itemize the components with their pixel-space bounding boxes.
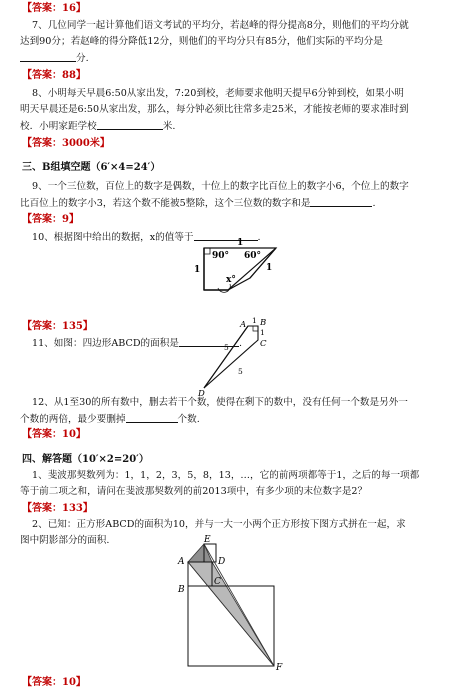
fig10-top-label: 1 bbox=[237, 238, 244, 248]
answer-q9: 【答案：9】 bbox=[22, 214, 79, 225]
q9-line2: 比百位上的数字小3，若这个数不能被5整除，这个三位数的数字和是 . bbox=[20, 198, 376, 209]
q9-line1: 9、一个三位数，百位上的数字是偶数，十位上的数字比百位上的数字小6，个位上的数字 bbox=[32, 181, 409, 192]
fig10-angle-right: 60° bbox=[244, 251, 262, 261]
q10-prompt: 10、根据图中给出的数据，x的值等于 . bbox=[32, 232, 261, 243]
fig11-label-b: B bbox=[260, 318, 267, 328]
answer-q12: 【答案：10】 bbox=[22, 429, 86, 440]
s2-line1: 2、已知：正方形ABCD的面积为10，并与一大一小两个正方形按下图方式拼在一起，求 bbox=[32, 519, 406, 530]
fig11-label-c: C bbox=[260, 339, 267, 349]
answer-s2: 【答案：10】 bbox=[22, 677, 86, 688]
q12-line1: 12、从1至30的所有数中，删去若干个数，使得在剩下的数中，没有任何一个数是另外一 bbox=[32, 397, 408, 408]
fig11-side-cd: 5 bbox=[238, 367, 243, 376]
fig11-side-ab: 1 bbox=[252, 316, 257, 325]
fig2-label-c: C bbox=[214, 577, 221, 587]
q8-line2: 明天早晨还是6:50从家出发，那么，每分钟必须比往常多走25米，才能按老师的要求准时到 bbox=[20, 104, 409, 115]
fig10-right-label: 1 bbox=[266, 263, 273, 273]
q7-answer-blank[interactable] bbox=[20, 51, 76, 62]
q9-answer-blank[interactable] bbox=[310, 196, 372, 207]
q11-figure bbox=[196, 318, 286, 400]
answer-q10: 【答案：135】 bbox=[22, 321, 93, 332]
section-b-heading: 三、B组填空题（6′×4=24′） bbox=[22, 162, 161, 173]
fig10-angle-left: 90° bbox=[212, 251, 230, 261]
q12-line2: 个数的两倍，最少要删掉 个数. bbox=[20, 414, 200, 425]
fig2-label-a: A bbox=[178, 557, 185, 567]
q12-answer-blank[interactable] bbox=[126, 412, 178, 423]
q7-line1: 7、几位同学一起计算他们语文考试的平均分，若赵峰的得分提高8分，则他们的平均分就 bbox=[32, 20, 409, 31]
fig2-label-f: F bbox=[276, 663, 283, 673]
answer-q8: 【答案：3000米】 bbox=[22, 138, 110, 149]
fig11-side-bc: 1 bbox=[260, 328, 265, 337]
q10-figure bbox=[190, 238, 300, 324]
fig10-x-label: x° bbox=[226, 275, 236, 285]
fig2-label-d: D bbox=[218, 557, 226, 567]
q8-line1: 8、小明每天早晨6:50从家出发，7:20到校，老师要求他明天提早6分钟到校，如果小明 bbox=[32, 88, 404, 99]
s1-line1: 1、斐波那契数列为：1，1，2，3，5，8，13，…，它的前两项都等于1，之后的每一项都 bbox=[32, 470, 420, 481]
fig2-label-e: E bbox=[204, 535, 211, 545]
s2-line2: 图中阴影部分的面积. bbox=[20, 535, 110, 546]
q11-prompt: 11、如图：四边形ABCD的面积是 . bbox=[32, 338, 242, 349]
answer-s1: 【答案：133】 bbox=[22, 503, 93, 514]
fig11-side-ad: 5 bbox=[224, 343, 229, 352]
answer-q7: 【答案：88】 bbox=[22, 70, 86, 81]
q7-line3: 分. bbox=[20, 51, 89, 65]
answer-q6: 【答案：16】 bbox=[22, 3, 86, 14]
s1-line2: 等于前二项之和，请问在斐波那契数列的前2013项中，有多少项的末位数字是2？ bbox=[20, 486, 368, 497]
fig11-label-a: A bbox=[240, 320, 247, 330]
section-c-heading: 四、解答题（10′×2=20′） bbox=[22, 454, 149, 465]
s2-figure bbox=[168, 536, 288, 672]
q7-line2: 达到90分；若赵峰的得分降低12分，则他们的平均分只有85分，他们实际的平均分是 bbox=[20, 36, 383, 47]
q8-answer-blank[interactable] bbox=[97, 119, 163, 130]
fig10-left-label: 1 bbox=[194, 265, 201, 275]
q8-line3: 校．小明家距学校 米. bbox=[20, 121, 176, 132]
fig11-label-d: D bbox=[198, 389, 205, 399]
fig2-label-b: B bbox=[178, 585, 185, 595]
